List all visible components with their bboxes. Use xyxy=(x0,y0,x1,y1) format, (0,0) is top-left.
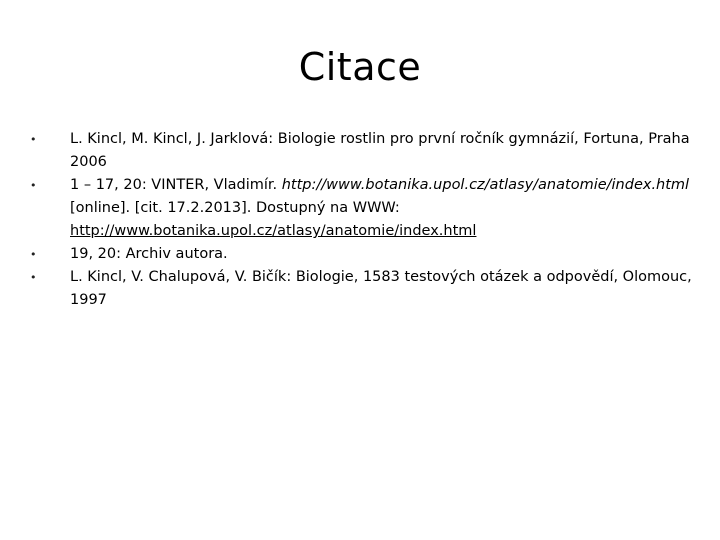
citation-text: L. Kincl, M. Kincl, J. Jarklová: Biologie rostlin pro první ročník gymnázií, Fortuna, Praha 2006 xyxy=(70,131,690,170)
bullet-icon: • xyxy=(30,179,37,192)
citation-list xyxy=(30,128,700,312)
slide-title: Citace xyxy=(298,45,422,89)
citation-text: L. Kincl, V. Chalupová, V. Bičík: Biologie, 1583 testových otázek a odpovědí, Olomouc, 1997 xyxy=(70,269,692,308)
citation-item xyxy=(30,174,700,243)
citation-italic-url: http://www.botanika.upol.cz/atlasy/anatomie/index.html xyxy=(281,177,690,193)
citation-text: 19, 20: Archiv autora. xyxy=(70,246,228,262)
bullet-icon: • xyxy=(30,271,37,284)
citation-mid: [online]. [cit. 17.2.2013]. Dostupný na WWW: xyxy=(70,200,400,216)
citation-item xyxy=(30,128,700,174)
bullet-icon: • xyxy=(30,248,37,261)
bullet-icon: • xyxy=(30,133,37,146)
citation-item xyxy=(30,243,700,266)
citation-prefix: 1 – 17, 20: VINTER, Vladimír. xyxy=(70,177,282,193)
citation-item xyxy=(30,266,700,312)
citation-link[interactable]: http://www.botanika.upol.cz/atlasy/anatomie/index.html xyxy=(70,223,477,239)
